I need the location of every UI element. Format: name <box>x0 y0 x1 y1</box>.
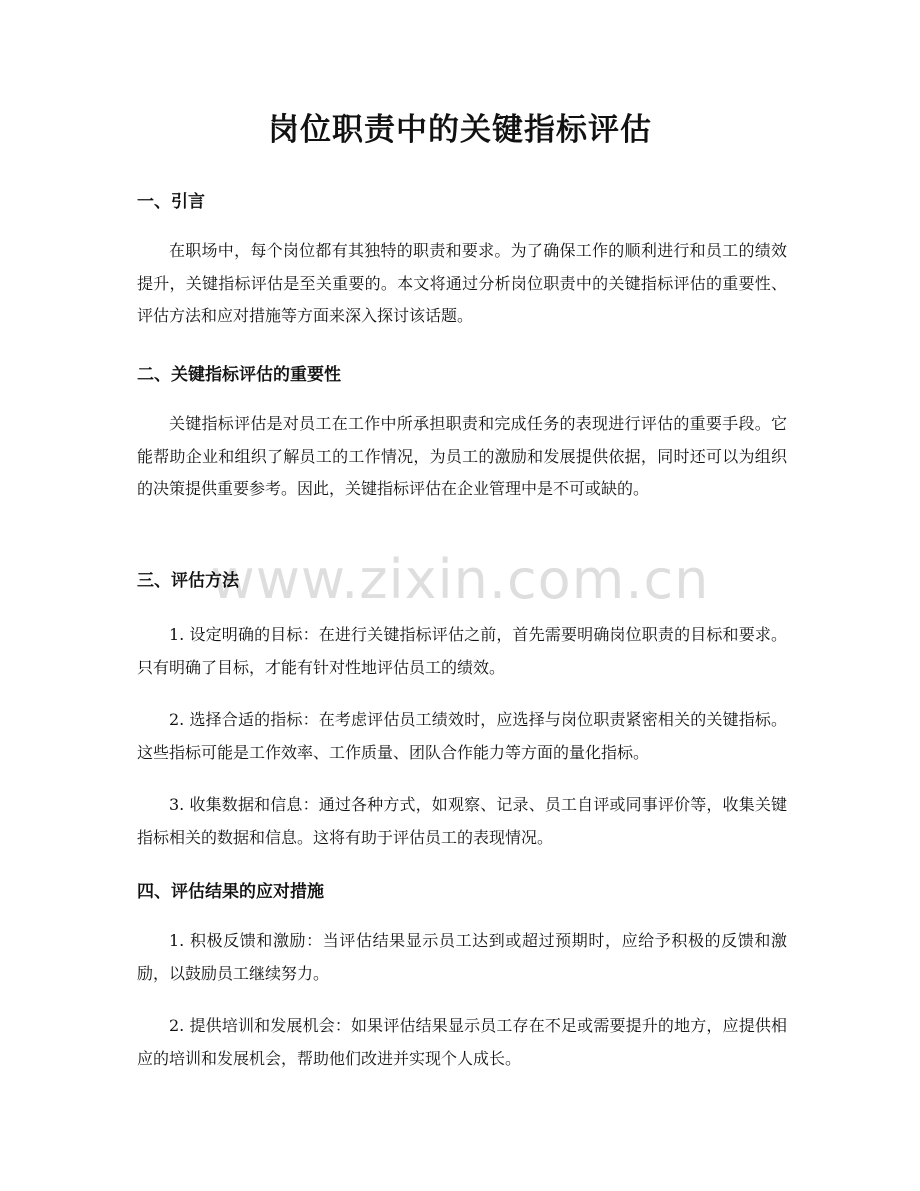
section-heading-measures: 四、评估结果的应对措施 <box>137 882 324 902</box>
paragraph-method-3: 3. 收集数据和信息：通过各种方式，如观察、记录、员工自评或同事评价等，收集关键指标相关的数据和信息。这将有助于评估员工的表现情况。 <box>137 795 787 847</box>
section-heading-methods: 三、评估方法 <box>137 571 239 591</box>
document-title: 岗位职责中的关键指标评估 <box>268 112 652 148</box>
paragraph-method-2: 2. 选择合适的指标：在考虑评估员工绩效时，应选择与岗位职责紧密相关的关键指标。这些指标可能是工作效率、工作质量、团队合作能力等方面的量化指标。 <box>137 710 787 762</box>
paragraph-intro: 在职场中，每个岗位都有其独特的职责和要求。为了确保工作的顺利进行和员工的绩效提升，关键指标评估是至关重要的。本文将通过分析岗位职责中的关键指标评估的重要性、评估方法和应对措施等方面来深入探讨该话题。 <box>137 241 787 325</box>
section-heading-intro: 一、引言 <box>137 192 205 212</box>
paragraph-method-1: 1. 设定明确的目标：在进行关键指标评估之前，首先需要明确岗位职责的目标和要求。只有明确了目标，才能有针对性地评估员工的绩效。 <box>137 625 787 677</box>
watermark: www.zixin.com.cn <box>210 548 710 611</box>
paragraph-measure-1: 1. 积极反馈和激励：当评估结果显示员工达到或超过预期时，应给予积极的反馈和激励，以鼓励员工继续努力。 <box>137 931 787 983</box>
paragraph-measure-2: 2. 提供培训和发展机会：如果评估结果显示员工存在不足或需要提升的地方，应提供相应的培训和发展机会，帮助他们改进并实现个人成长。 <box>137 1016 787 1068</box>
paragraph-importance: 关键指标评估是对员工在工作中所承担职责和完成任务的表现进行评估的重要手段。它能帮助企业和组织了解员工的工作情况，为员工的激励和发展提供依据，同时还可以为组织的决策提供重要参考。因此，关键指标评估在企业管理中是不可或缺的。 <box>137 414 787 498</box>
section-heading-importance: 二、关键指标评估的重要性 <box>137 365 341 385</box>
